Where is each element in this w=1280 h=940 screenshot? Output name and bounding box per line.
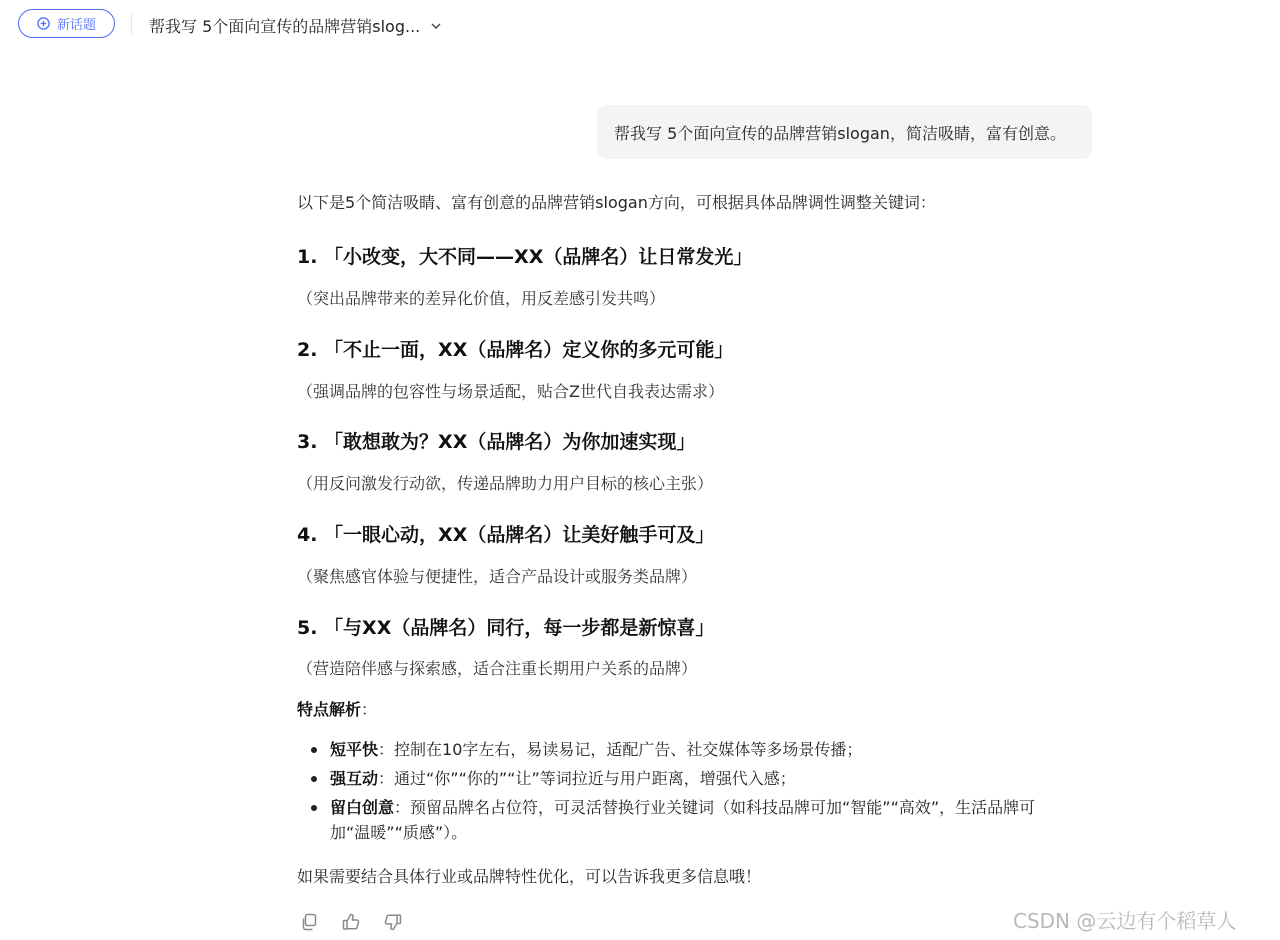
slogan-title-1: 1. 「小改变，大不同——XX（品牌名）让日常发光」 xyxy=(297,246,753,268)
bullet-dot xyxy=(311,776,317,782)
thumbs-up-icon[interactable] xyxy=(342,913,360,931)
slogan-note-4: （聚焦感官体验与便捷性，适合产品设计或服务类品牌） xyxy=(297,567,698,586)
bullet-dot xyxy=(311,747,317,753)
conversation-title: 帮我写 5个面向宣传的品牌营销slog... xyxy=(149,17,421,36)
user-message-bubble xyxy=(597,105,1092,159)
copy-icon[interactable] xyxy=(300,913,318,931)
features-heading xyxy=(297,697,377,720)
feature-term: 短平快 xyxy=(330,740,379,759)
feature-desc: ：通过“你”“你的”“让”等词拉近与用户距离，增强代入感； xyxy=(378,769,796,788)
conversation-title-dropdown[interactable] xyxy=(149,14,442,37)
user-message-text: 帮我写 5个面向宣传的品牌营销slogan，简洁吸睛，富有创意。 xyxy=(614,123,1066,143)
feature-text xyxy=(330,737,1070,762)
chevron-down-icon xyxy=(430,20,442,32)
feature-text xyxy=(330,766,1070,791)
watermark: CSDN @云边有个稻草人 xyxy=(1013,909,1237,933)
feature-term: 留白创意 xyxy=(330,798,395,817)
feature-text xyxy=(330,795,1060,845)
new-topic-label: 新话题 xyxy=(56,18,96,33)
plus-circle-icon xyxy=(37,17,50,30)
slogan-note-1: （突出品牌带来的差异化价值，用反差感引发共鸣） xyxy=(297,289,666,308)
slogan-title-3: 3. 「敢想敢为？XX（品牌名）为你加速实现」 xyxy=(297,431,696,453)
feature-desc: ：控制在10字左右，易读易记，适配广告、社交媒体等多场景传播； xyxy=(378,740,863,759)
new-topic-button[interactable] xyxy=(18,9,115,38)
bullet-dot xyxy=(311,805,317,811)
answer-intro: 以下是5个简洁吸睛、富有创意的品牌营销slogan方向，可根据具体品牌调性调整关键词： xyxy=(297,193,936,212)
features-heading-text: 特点解析 xyxy=(297,700,362,719)
header-divider xyxy=(131,13,132,35)
slogan-title-5: 5. 「与XX（品牌名）同行，每一步都是新惊喜」 xyxy=(297,617,715,639)
feature-term: 强互动 xyxy=(330,769,379,788)
top-bar xyxy=(0,0,1280,50)
answer-closing: 如果需要结合具体行业或品牌特性优化，可以告诉我更多信息哦！ xyxy=(297,867,762,886)
slogan-title-2: 2. 「不止一面，XX（品牌名）定义你的多元可能」 xyxy=(297,339,734,361)
slogan-title-4: 4. 「一眼心动，XX（品牌名）让美好触手可及」 xyxy=(297,524,715,546)
message-actions xyxy=(300,913,402,931)
slogan-note-5: （营造陪伴感与探索感，适合注重长期用户关系的品牌） xyxy=(297,659,698,678)
feature-desc: ：预留品牌名占位符，可灵活替换行业关键词（如科技品牌可加“智能”“高效”，生活品牌可加“温暖”“质感”）。 xyxy=(330,798,1036,842)
features-heading-colon: ： xyxy=(361,700,378,719)
thumbs-down-icon[interactable] xyxy=(384,913,402,931)
slogan-note-2: （强调品牌的包容性与场景适配，贴合Z世代自我表达需求） xyxy=(297,382,724,401)
slogan-note-3: （用反问激发行动欲，传递品牌助力用户目标的核心主张） xyxy=(297,474,714,493)
